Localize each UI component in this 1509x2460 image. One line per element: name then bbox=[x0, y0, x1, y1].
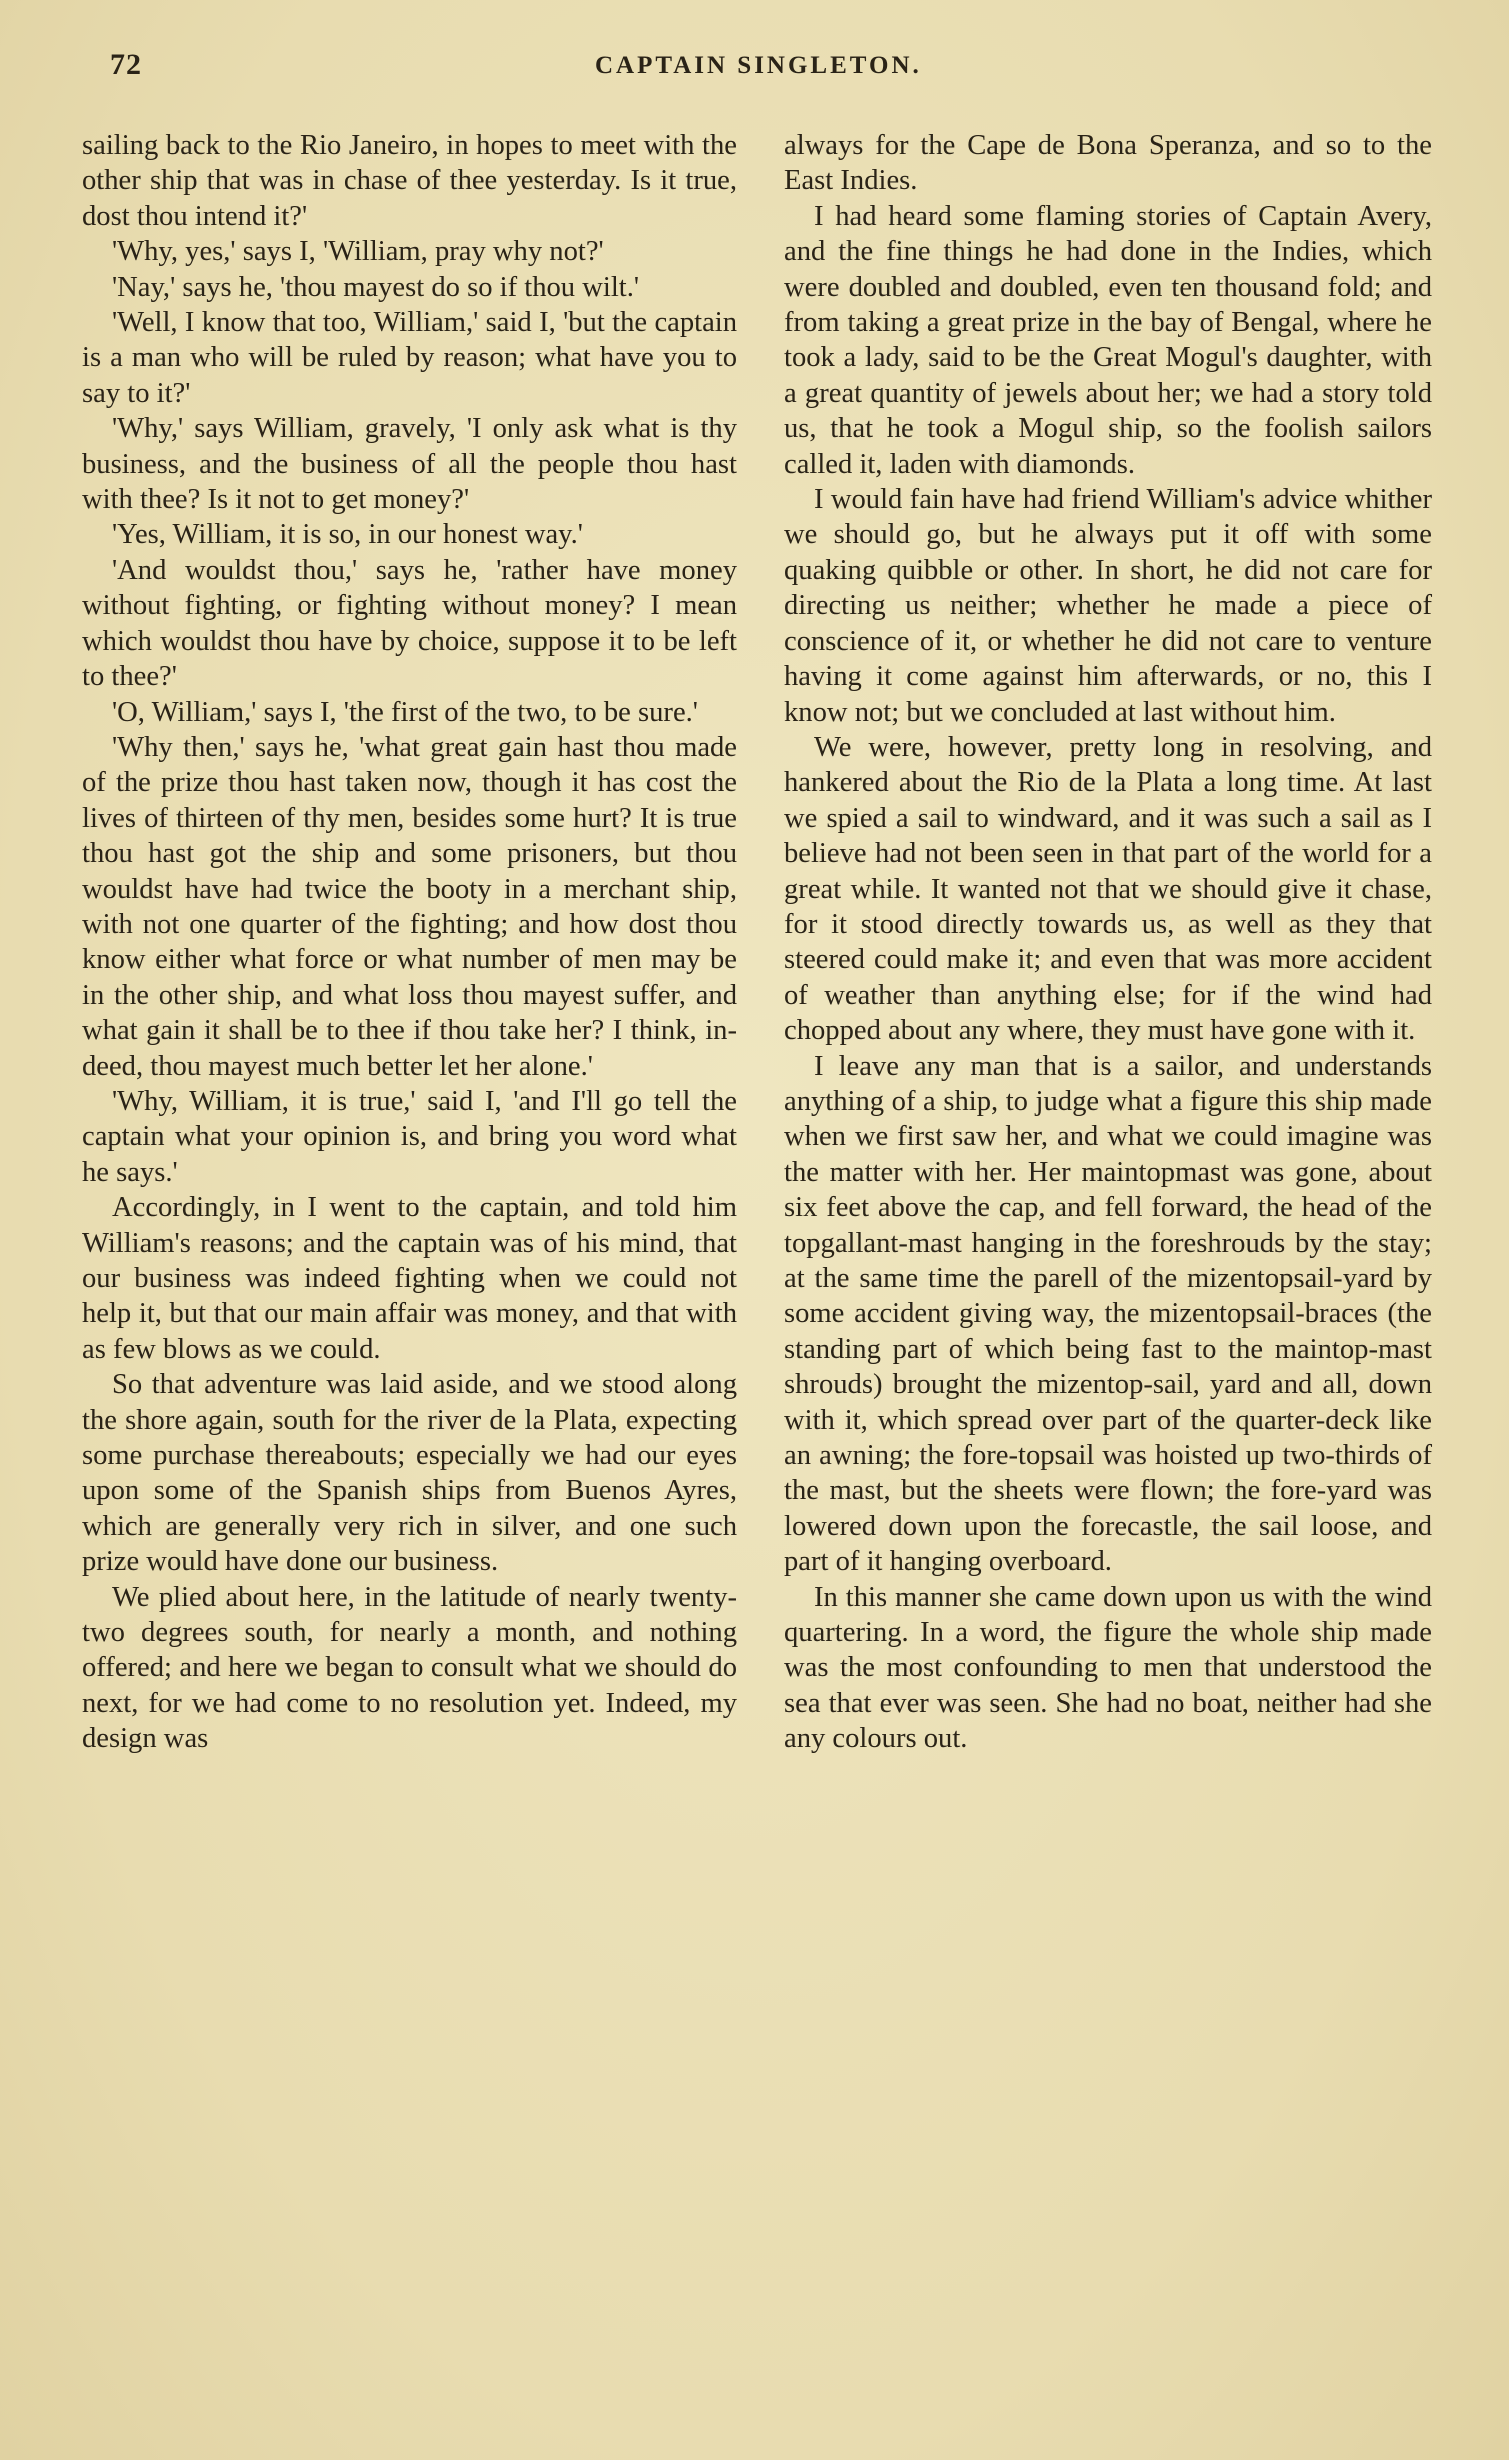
paragraph: I had heard some flaming stories of Captain Avery, and the fine things he had done in the Indies, which were doubled and doubled, even ten thousand fold; and from taking a great prize in the bay of Bengal, where he took a lady, said to be the Great Mogul's daughter, with a great quantity of jewels about her; we had a story told us, that he took a Mogul ship, so the foolish sailors called it, laden with diamonds. bbox=[784, 200, 1432, 480]
running-title: CAPTAIN SINGLETON. bbox=[595, 52, 922, 79]
paragraph: I would fain have had friend William's advice whither we should go, but he always put it off with some quaking quibble or other. In short, he did not care for directing us neither; whether he made a piece of conscience of it, or whether he did not care to venture having it come against him afterwards, or no, this I know not; but we concluded at last without him. bbox=[784, 484, 1432, 728]
paragraph: I leave any man that is a sailor, and understands anything of a ship, to judge what a figure this ship made when we first saw her, and what we could imagine was the matter with her. Her maintopmast was gone, about six feet above the cap, and fell forward, the head of the topgallant-mast hanging in the foreshrouds by the stay; at the same time the parell of the mizentopsail-yard by some accident giving way, the mizentopsail-braces (the standing part of which being fast to the maintop-mast shrouds) brought the mizentop-sail, yard and all, down with it, which spread over part of the quarter-deck like an awning; the fore-topsail was hoisted up two-thirds of the mast, but the sheets were flown; the fore-yard was lowered down upon the forecastle, the sail loose, and part of it hanging overboard. bbox=[784, 1050, 1432, 1578]
right-column bbox=[784, 128, 1432, 1757]
paragraph: 'Why,' says William, gravely, 'I only ask what is thy business, and the business of all the people thou hast with thee? Is it not to get money?' bbox=[82, 413, 737, 516]
paragraph: We plied about here, in the latitude of nearly twenty-two degrees south, for nearly a month, and nothing offered; and here we began to consult what we should do next, for we had come to no resolution yet. Indeed, my design was bbox=[82, 1581, 737, 1755]
paragraph: 'O, William,' says I, 'the first of the two, to be sure.' bbox=[112, 696, 698, 728]
paragraph: 'And wouldst thou,' says he, 'rather have money without fighting, or fighting without money? I mean which wouldst thou have by choice, suppose it to be left to thee?' bbox=[82, 554, 737, 693]
paragraph: 'Why, yes,' says I, 'William, pray why not?' bbox=[112, 236, 604, 268]
paragraph: 'Why then,' says he, 'what great gain hast thou made of the prize thou hast taken now, though it has cost the lives of thirteen of thy men, besides some hurt? It is true thou hast got the ship and some prisoners, but thou wouldst have had twice the booty in a merchant ship, with not one quarter of the fighting; and how dost thou know either what force or what number of men may be in the other ship, and what loss thou mayest suffer, and what gain it shall be to thee if thou take her? I think, indeed, thou mayest much better let her alone.' bbox=[82, 731, 737, 1082]
paragraph: 'Well, I know that too, William,' said I, 'but the captain is a man who will be ruled by reason; what have you to say to it?' bbox=[82, 307, 737, 409]
paragraph: So that adventure was laid aside, and we stood along the shore again, south for the river de la Plata, expecting some purchase thereabouts; especially we had our eyes upon some of the Spanish ships from Buenos Ayres, which are generally very rich in silver, and one such prize would have done our business. bbox=[82, 1369, 737, 1578]
paragraph: We were, however, pretty long in resolving, and hankered about the Rio de la Plata a long time. At last we spied a sail to windward, and it was such a sail as I believe had not been seen in that part of the world for a great while. It wanted not that we should give it chase, for it stood directly towards us, as well as they that steered could make it; and even that was more accident of weather than anything else; for if the wind had chopped about any where, they must have gone with it. bbox=[784, 731, 1432, 1047]
paragraph: Accordingly, in I went to the captain, and told him William's reasons; and the captain was of his mind, that our business was indeed fighting when we could not help it, but that our main affair was money, and that with as few blows as we could. bbox=[82, 1192, 737, 1365]
page-number: 72 bbox=[110, 48, 142, 81]
paragraph: 'Yes, William, it is so, in our honest way.' bbox=[112, 519, 583, 551]
paragraph: sailing back to the Rio Janeiro, in hopes to meet with the other ship that was in chase of thee yesterday. Is it true, dost thou intend it?' bbox=[82, 130, 737, 232]
paragraph: 'Nay,' says he, 'thou mayest do so if thou wilt.' bbox=[112, 271, 640, 303]
left-column bbox=[82, 128, 737, 1757]
page-header bbox=[110, 48, 1429, 92]
paragraph: In this manner she came down upon us with the wind quartering. In a word, the figure the whole ship made was the most confounding to men that understood the sea that ever was seen. She had no boat, neither had she any colours out. bbox=[784, 1581, 1432, 1755]
paragraph: 'Why, William, it is true,' said I, 'and I'll go tell the captain what your opinion is, and bring you word what he says.' bbox=[82, 1085, 737, 1188]
paragraph: always for the Cape de Bona Speranza, and so to the East Indies. bbox=[784, 130, 1432, 197]
